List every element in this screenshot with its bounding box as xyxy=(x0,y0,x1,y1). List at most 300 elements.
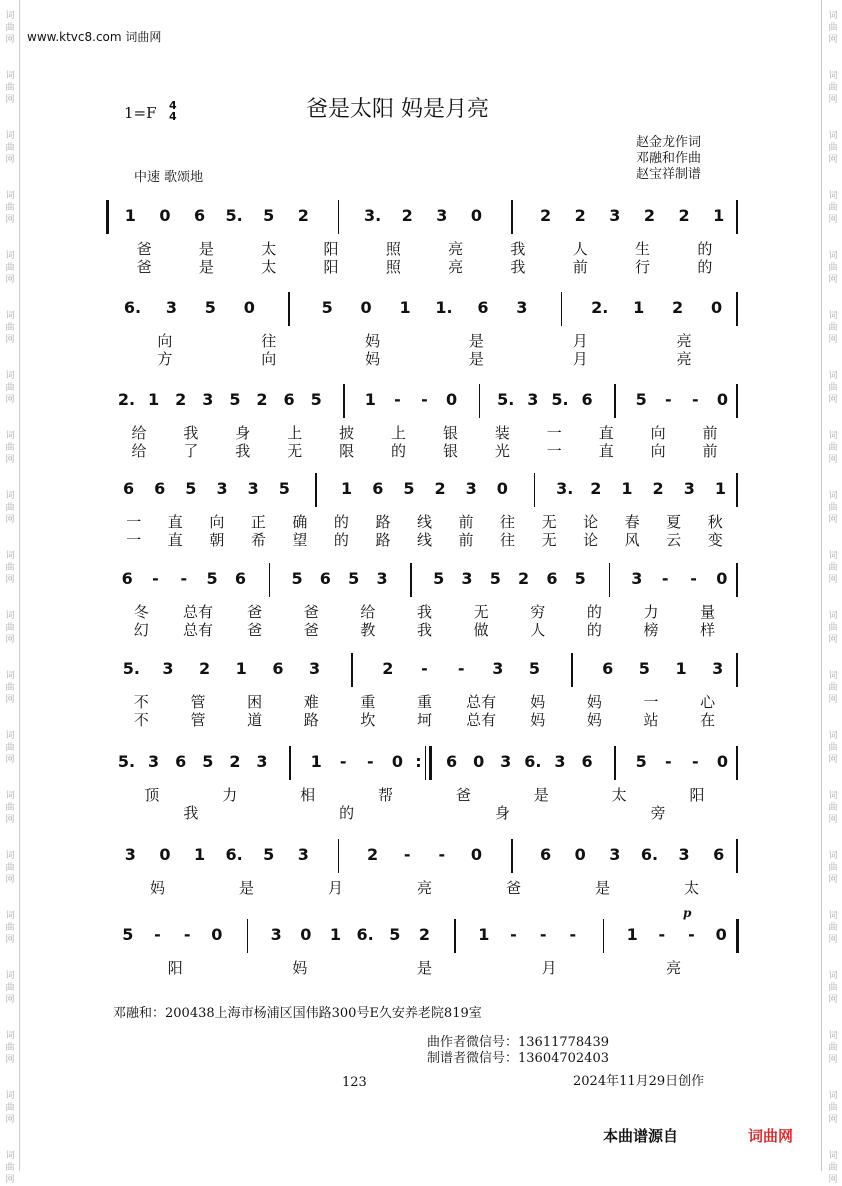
side-watermark: 词 曲 网 xyxy=(828,191,838,225)
lyric-syllable: 给 xyxy=(131,424,147,442)
note: 1 xyxy=(626,925,638,944)
side-watermark: 词 曲 网 xyxy=(5,311,15,345)
note: 3 xyxy=(461,569,473,588)
lyric-syllable: 不 xyxy=(133,693,149,711)
lyric-syllable: 论 xyxy=(583,531,599,549)
barline xyxy=(736,384,738,418)
lyric-syllable: 前 xyxy=(458,513,474,531)
note: - xyxy=(690,569,697,588)
note: 3 xyxy=(609,206,621,225)
lyric-syllable: 爸 xyxy=(303,603,319,621)
lyric-syllable: 的 xyxy=(333,531,349,549)
note: 1 xyxy=(478,925,490,944)
lyric-syllable: 一 xyxy=(643,693,659,711)
lyric-syllable: 往 xyxy=(261,332,277,350)
note: 3 xyxy=(247,479,259,498)
lyric-syllable: 阳 xyxy=(323,258,339,276)
note: 5 xyxy=(291,569,303,588)
lyric-syllable: 重 xyxy=(416,693,433,711)
side-watermark: 词 曲 网 xyxy=(828,791,838,825)
note: 6. xyxy=(640,845,659,864)
barline xyxy=(511,200,513,234)
note: 2 xyxy=(418,925,431,944)
lyric-syllable: 方 xyxy=(157,350,173,368)
lyric-syllable: 管 xyxy=(190,693,206,711)
note: 3 xyxy=(516,298,528,317)
lyric-syllable: 无 xyxy=(287,442,303,460)
note: 2 xyxy=(401,206,413,225)
lyric-syllable: 的 xyxy=(586,603,602,621)
key-signature: 1=F xyxy=(124,104,157,122)
barline xyxy=(338,839,340,873)
lyric-syllable: 太 xyxy=(261,258,277,276)
lyric-syllable: 向 xyxy=(209,513,225,531)
side-watermark: 词 曲 网 xyxy=(5,131,15,165)
note: 0 xyxy=(716,569,728,588)
note: 3 xyxy=(465,479,477,498)
lyric-syllable: 一 xyxy=(126,513,142,531)
left-margin-line xyxy=(19,0,20,1171)
note: 2 xyxy=(574,206,586,225)
barline xyxy=(561,292,563,326)
note: 0 xyxy=(243,298,255,317)
lyric-syllable: 幻 xyxy=(133,621,149,639)
side-watermark: 词 曲 网 xyxy=(5,371,15,405)
side-watermark: 词 曲 网 xyxy=(828,1031,838,1065)
page-number: 123 xyxy=(342,1075,367,1090)
lyric-syllable: 阳 xyxy=(167,959,183,977)
lyric-syllable: 相 xyxy=(300,786,316,804)
note: 3 xyxy=(554,752,566,771)
note: 1 xyxy=(148,390,160,409)
note: 2 xyxy=(590,479,602,498)
note: 3 xyxy=(492,659,504,678)
lyric-syllable: 向 xyxy=(650,424,666,442)
note: 3. xyxy=(556,479,574,498)
dynamic-mark: p xyxy=(683,906,692,920)
lyric-syllable: 妈 xyxy=(586,693,602,711)
lyric-syllable: 亮 xyxy=(416,879,433,897)
repeat-sign: : xyxy=(415,752,422,771)
lyric-syllable: 生 xyxy=(635,240,651,258)
side-watermark: 词 曲 网 xyxy=(5,491,15,525)
lyric-syllable: 无 xyxy=(541,531,557,549)
lyric-syllable: 向 xyxy=(261,350,277,368)
side-watermark: 词 曲 网 xyxy=(828,131,838,165)
note: 0 xyxy=(496,479,508,498)
note: 6 xyxy=(477,298,489,317)
lyric-syllable: 穷 xyxy=(530,603,546,621)
barline xyxy=(609,563,611,597)
note: 1 xyxy=(364,390,376,409)
lyric-syllable: 的 xyxy=(586,621,602,639)
note: - xyxy=(339,752,347,771)
barline xyxy=(288,292,290,326)
note: 0 xyxy=(716,752,729,771)
barline xyxy=(736,919,739,953)
lyric-syllable: 妈 xyxy=(530,693,546,711)
composer-address: 邓融和：200438上海市杨浦区国伟路300号E久安养老院819室 xyxy=(113,1006,482,1021)
note: 0 xyxy=(470,206,482,225)
note: 6 xyxy=(713,845,725,864)
barline xyxy=(343,384,345,418)
note: 3 xyxy=(609,845,621,864)
note: 3 xyxy=(256,752,268,771)
lyric-syllable: 亮 xyxy=(448,240,464,258)
side-watermark: 词 曲 网 xyxy=(828,851,838,885)
lyric-syllable: 妈 xyxy=(292,959,308,977)
note: 6 xyxy=(581,390,593,409)
lyric-syllable: 阳 xyxy=(689,786,705,804)
note: 2 xyxy=(540,206,552,225)
lyric-syllable: 太 xyxy=(611,786,627,804)
barline xyxy=(603,919,605,953)
note: 0 xyxy=(159,206,171,225)
note: 2 xyxy=(175,390,187,409)
note: 3 xyxy=(678,845,690,864)
note: 1 xyxy=(713,206,725,225)
note: 1 xyxy=(714,479,726,498)
barline xyxy=(351,653,353,687)
lyric-syllable: 我 xyxy=(183,424,199,442)
side-watermark: 词 曲 网 xyxy=(828,371,838,405)
barline xyxy=(736,746,738,780)
lyric-syllable: 的 xyxy=(339,804,355,822)
side-watermark: 词 曲 网 xyxy=(5,851,15,885)
side-watermark: 词 曲 网 xyxy=(5,1151,15,1185)
lyric-syllable: 了 xyxy=(183,442,199,460)
note: 5 xyxy=(403,479,415,498)
barline xyxy=(338,200,340,234)
note: 3 xyxy=(165,298,177,317)
note: 5 xyxy=(206,569,218,588)
side-watermark: 词 曲 网 xyxy=(828,491,838,525)
note: 0 xyxy=(473,752,485,771)
note: 3 xyxy=(683,479,695,498)
lyric-syllable: 亮 xyxy=(666,959,682,977)
lyric-syllable: 爸 xyxy=(136,240,152,258)
note: 5 xyxy=(635,752,647,771)
lyric-syllable: 给 xyxy=(131,442,147,460)
note: 6 xyxy=(540,845,552,864)
side-watermark: 词 曲 网 xyxy=(5,731,15,765)
note: 0 xyxy=(391,752,403,771)
barline xyxy=(571,653,573,687)
note: 2 xyxy=(518,569,530,588)
note: 2 xyxy=(434,479,446,498)
note: 3 xyxy=(216,479,228,498)
lyric-syllable: 榜 xyxy=(643,621,659,639)
note: - xyxy=(183,925,191,944)
lyric-syllable: 银 xyxy=(442,442,458,460)
note: 5 xyxy=(574,569,586,588)
note: 5 xyxy=(278,479,290,498)
side-watermark: 词 曲 网 xyxy=(5,71,15,105)
note: 0 xyxy=(300,925,312,944)
note: 1 xyxy=(633,298,645,317)
lyric-syllable: 论 xyxy=(583,513,599,531)
credits xyxy=(636,135,701,183)
note: 6. xyxy=(123,298,142,317)
side-watermark: 词 曲 网 xyxy=(828,1091,838,1125)
site-url[interactable]: www.ktvc8.com 词曲网 xyxy=(27,30,162,44)
lyric-syllable: 人 xyxy=(530,621,546,639)
lyric-syllable: 旁 xyxy=(650,804,666,822)
lyric-syllable: 爸 xyxy=(136,258,152,276)
lyric-syllable: 妈 xyxy=(586,711,602,729)
side-watermark: 词 曲 网 xyxy=(828,611,838,645)
lyric-syllable: 妈 xyxy=(365,332,381,350)
side-watermark: 词 曲 网 xyxy=(5,911,15,945)
lyric-syllable: 直 xyxy=(598,424,614,442)
note: 2 xyxy=(652,479,664,498)
tempo-marking: 中速 歌颂地 xyxy=(134,170,204,185)
lyric-syllable: 总有 xyxy=(182,603,213,621)
note: 3 xyxy=(148,752,160,771)
barline xyxy=(429,746,432,780)
note: - xyxy=(154,925,161,944)
lyric-syllable: 太 xyxy=(683,879,700,897)
lyric-syllable: 站 xyxy=(643,711,659,729)
lyric-syllable: 月 xyxy=(572,350,588,368)
barline xyxy=(534,473,536,507)
time-signature: 4 4 xyxy=(169,99,177,123)
lyricist-credit: 赵金龙作词 xyxy=(636,135,702,150)
lyric-syllable: 爸 xyxy=(247,621,263,639)
lyric-syllable: 力 xyxy=(222,786,238,804)
note: - xyxy=(152,569,159,588)
lyric-syllable: 一 xyxy=(546,424,562,442)
note: 2 xyxy=(382,659,394,678)
lyric-syllable: 人 xyxy=(572,240,588,258)
barline xyxy=(454,919,456,953)
note: 5 xyxy=(528,659,541,678)
creation-date: 2024年11月29日创作 xyxy=(573,1074,705,1089)
note: 3 xyxy=(270,925,282,944)
lyric-syllable: 路 xyxy=(375,513,391,531)
lyric-syllable: 总有 xyxy=(466,711,497,729)
note: 6 xyxy=(122,479,135,498)
lyric-syllable: 限 xyxy=(339,442,355,460)
lyric-syllable: 我 xyxy=(416,603,433,621)
lyric-syllable: 朝 xyxy=(209,531,225,549)
lyric-syllable: 上 xyxy=(391,424,407,442)
note: 5 xyxy=(185,479,197,498)
lyric-syllable: 银 xyxy=(442,424,458,442)
lyric-syllable: 月 xyxy=(541,959,557,977)
note: - xyxy=(366,752,374,771)
lyric-syllable: 重 xyxy=(360,693,376,711)
lyric-syllable: 我 xyxy=(510,258,526,276)
note: 6 xyxy=(283,390,295,409)
note: 0 xyxy=(211,925,223,944)
lyric-syllable: 前 xyxy=(572,258,588,276)
lyric-syllable: 爸 xyxy=(303,621,319,639)
note: 1 xyxy=(329,925,342,944)
note: 5. xyxy=(551,390,569,409)
lyric-syllable: 云 xyxy=(666,531,682,549)
composer-credit: 邓融和作曲 xyxy=(636,151,702,166)
lyric-syllable: 往 xyxy=(500,513,516,531)
note: - xyxy=(394,390,401,409)
barline xyxy=(736,563,738,597)
note: 5 xyxy=(638,659,650,678)
note: - xyxy=(403,845,411,864)
barline xyxy=(736,200,738,234)
note: 1. xyxy=(435,298,453,317)
note: - xyxy=(692,390,699,409)
lyric-syllable: 我 xyxy=(235,442,251,460)
barline xyxy=(614,384,616,418)
lyric-syllable: 亮 xyxy=(676,350,692,368)
side-watermark: 词 曲 网 xyxy=(5,191,15,225)
note: 6. xyxy=(524,752,542,771)
lyric-syllable: 路 xyxy=(303,711,319,729)
lyric-syllable: 的 xyxy=(697,258,713,276)
note: 6 xyxy=(372,479,384,498)
lyric-syllable: 妈 xyxy=(365,350,381,368)
note: 1 xyxy=(399,298,411,317)
note: 2 xyxy=(256,390,268,409)
note: 3 xyxy=(500,752,512,771)
note: 5 xyxy=(204,298,216,317)
lyric-syllable: 正 xyxy=(250,513,266,531)
lyric-syllable: 不 xyxy=(133,711,149,729)
barline xyxy=(736,839,738,873)
note: 6 xyxy=(193,206,206,225)
lyric-syllable: 亮 xyxy=(676,332,692,350)
lyric-syllable: 爸 xyxy=(505,879,522,897)
lyric-syllable: 望 xyxy=(292,531,308,549)
barline xyxy=(410,563,412,597)
lyric-syllable: 光 xyxy=(494,442,510,460)
note: - xyxy=(438,845,446,864)
lyric-syllable: 的 xyxy=(333,513,349,531)
note: 3. xyxy=(363,206,382,225)
note: 5 xyxy=(263,845,275,864)
side-watermark: 词 曲 网 xyxy=(828,731,838,765)
note: 6 xyxy=(175,752,187,771)
note: 6 xyxy=(121,569,133,588)
note: 1 xyxy=(621,479,633,498)
side-watermark: 词 曲 网 xyxy=(5,1031,15,1065)
side-watermark: 词 曲 网 xyxy=(5,971,15,1005)
note: 6 xyxy=(446,752,458,771)
lyric-syllable: 无 xyxy=(473,603,489,621)
lyric-syllable: 总有 xyxy=(182,621,213,639)
lyric-syllable: 道 xyxy=(247,711,263,729)
lyric-syllable: 是 xyxy=(533,786,549,804)
lyric-syllable: 是 xyxy=(468,350,484,368)
side-watermark: 词 曲 网 xyxy=(5,1091,15,1125)
lyric-syllable: 样 xyxy=(700,621,716,639)
lyric-syllable: 心 xyxy=(700,693,716,711)
song-title: 爸是太阳 妈是月亮 xyxy=(306,97,489,122)
footer-source-label: 本曲谱源自 xyxy=(603,1127,679,1145)
note: - xyxy=(457,659,465,678)
footer-brand-link[interactable]: 词曲网 xyxy=(748,1127,794,1145)
note: - xyxy=(661,569,669,588)
side-watermark: 词 曲 网 xyxy=(5,551,15,585)
lyric-syllable: 帮 xyxy=(378,786,394,804)
note: 3 xyxy=(162,659,174,678)
lyric-syllable: 在 xyxy=(700,711,716,729)
lyric-syllable: 坷 xyxy=(416,711,433,729)
side-watermark: 词 曲 网 xyxy=(5,791,15,825)
note: 2 xyxy=(678,206,690,225)
lyric-syllable: 前 xyxy=(458,531,474,549)
lyric-syllable: 亮 xyxy=(448,258,464,276)
lyric-syllable: 太 xyxy=(261,240,277,258)
note: 5 xyxy=(310,390,322,409)
lyric-syllable: 确 xyxy=(292,513,308,531)
note: 5 xyxy=(229,390,241,409)
lyric-syllable: 月 xyxy=(327,879,344,897)
note: 6 xyxy=(581,752,593,771)
note: - xyxy=(539,925,547,944)
note: - xyxy=(421,659,428,678)
lyric-syllable: 路 xyxy=(375,531,391,549)
note: 3 xyxy=(297,845,309,864)
note: 5 xyxy=(635,390,647,409)
lyric-syllable: 装 xyxy=(494,424,510,442)
lyric-syllable: 是 xyxy=(594,879,611,897)
note: 2 xyxy=(229,752,241,771)
note: 0 xyxy=(360,298,372,317)
lyric-syllable: 变 xyxy=(707,531,723,549)
side-watermark: 词 曲 网 xyxy=(828,311,838,345)
side-watermark: 词 曲 网 xyxy=(828,971,838,1005)
note: 6 xyxy=(319,569,331,588)
lyric-syllable: 前 xyxy=(702,424,718,442)
note: 5 xyxy=(348,569,360,588)
lyric-syllable: 爸 xyxy=(455,786,471,804)
lyric-syllable: 给 xyxy=(360,603,376,621)
note: - xyxy=(664,752,672,771)
note: 0 xyxy=(159,845,171,864)
barline xyxy=(614,746,616,780)
side-watermark: 词 曲 网 xyxy=(828,671,838,705)
lyric-syllable: 难 xyxy=(303,693,319,711)
lyric-syllable: 线 xyxy=(416,531,433,549)
lyric-syllable: 向 xyxy=(650,442,666,460)
lyric-syllable: 我 xyxy=(510,240,526,258)
note: 0 xyxy=(715,925,727,944)
side-watermark: 词 曲 网 xyxy=(5,11,15,45)
note: 1 xyxy=(675,659,687,678)
note: 6. xyxy=(356,925,374,944)
side-watermark: 词 曲 网 xyxy=(5,611,15,645)
lyric-syllable: 向 xyxy=(157,332,173,350)
lyric-syllable: 披 xyxy=(339,424,355,442)
note: 2 xyxy=(297,206,309,225)
lyric-syllable: 风 xyxy=(624,531,640,549)
side-watermark: 词 曲 网 xyxy=(5,251,15,285)
note: - xyxy=(180,569,188,588)
lyric-syllable: 爸 xyxy=(247,603,263,621)
lyric-syllable: 月 xyxy=(572,332,588,350)
note: 5. xyxy=(225,206,243,225)
lyric-syllable: 的 xyxy=(697,240,713,258)
lyric-syllable: 教 xyxy=(360,621,376,639)
note: 5 xyxy=(433,569,445,588)
lyric-syllable: 管 xyxy=(190,711,206,729)
lyric-syllable: 春 xyxy=(624,513,640,531)
side-watermark: 词 曲 网 xyxy=(828,431,838,465)
lyric-syllable: 的 xyxy=(391,442,407,460)
side-watermark: 词 曲 网 xyxy=(828,1151,838,1185)
note: 3 xyxy=(202,390,214,409)
